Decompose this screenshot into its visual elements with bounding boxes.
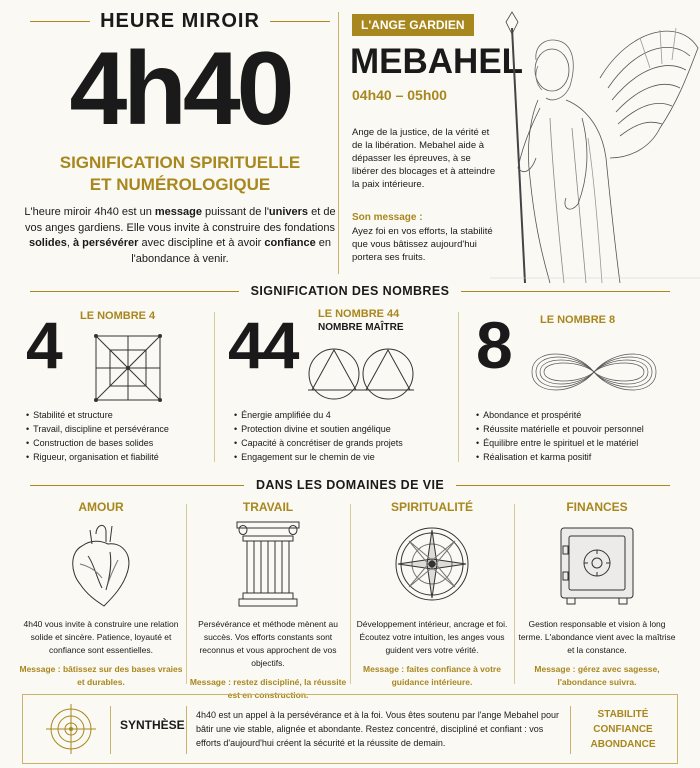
domain-title: FINANCES bbox=[566, 500, 628, 514]
angel-message: Ayez foi en vos efforts, la stabilité que vous bâtissez aujourd'hui portera ses fruits. bbox=[352, 226, 493, 263]
section-header-domains bbox=[30, 478, 670, 492]
compass-icon bbox=[392, 520, 472, 608]
domain-text: Gestion responsable et vision à long terme. L'abondance vient avec la maîtrise et la constance. bbox=[518, 619, 676, 655]
list-item: • Rigueur, organisation et fiabilité bbox=[26, 450, 216, 464]
domain-title: AMOUR bbox=[78, 500, 124, 514]
domain-card-finances bbox=[516, 500, 678, 690]
domain-message: Message : gérez avec sagesse, l'abondance suivra. bbox=[534, 664, 660, 687]
column-divider bbox=[350, 504, 351, 684]
divider bbox=[270, 21, 330, 22]
domain-card-spiritualite bbox=[352, 500, 512, 690]
angel-hours: 04h40 – 05h00 bbox=[352, 87, 447, 103]
divider bbox=[30, 485, 244, 486]
domain-card-travail bbox=[188, 500, 348, 700]
list-item: • Engagement sur le chemin de vie bbox=[234, 450, 454, 464]
angel-tag: L'ANGE GARDIEN bbox=[352, 14, 474, 36]
synthesis-tag: CONFIANCE bbox=[593, 724, 653, 735]
synthesis-tag: ABONDANCE bbox=[590, 739, 656, 750]
intro-bold: à persévérer bbox=[72, 237, 139, 249]
intro-bold: univers bbox=[268, 206, 309, 218]
domain-message: Message : bâtissez sur des bases vraies et durables. bbox=[19, 664, 183, 687]
domain-text: Développement intérieur, ancrage et foi. Écoutez votre intuition, les anges vous guident vers votre vérité. bbox=[356, 619, 508, 655]
number-bullets bbox=[234, 408, 454, 464]
triangles-circles-icon bbox=[306, 342, 416, 404]
column-divider bbox=[214, 312, 215, 462]
number-digit: 4 bbox=[26, 308, 61, 382]
intro-bold: confiance bbox=[264, 237, 316, 249]
synthesis-tags bbox=[578, 707, 668, 752]
domain-message: Message : restez discipliné, la réussite est en construction. bbox=[189, 677, 347, 700]
intro-bold: solides bbox=[28, 237, 67, 249]
subtitle-line: ET NUMÉROLOGIQUE bbox=[89, 175, 271, 194]
subtitle bbox=[30, 152, 330, 196]
intro-part: et de vos anges gardiens. Elle vous invite à construire des fondations bbox=[24, 206, 336, 234]
number-bullets bbox=[26, 408, 216, 464]
synthesis-text: 4h40 est un appel à la persévérance et à la foi. Vous êtes soutenu par l'ange Mebahel pour bâtir une vie stable, alignée et abondante. Restez concentré, discipliné et confiant : vos efforts d'aujourd'hui créent la sécurité et la réussite de demain. bbox=[196, 710, 559, 748]
synthesis-tag: STABILITÉ bbox=[597, 709, 649, 720]
synthesis-title: SYNTHÈSE bbox=[120, 718, 185, 732]
domain-title: TRAVAIL bbox=[242, 500, 294, 514]
subtitle-line: SIGNIFICATION SPIRITUELLE bbox=[59, 153, 301, 172]
synthesis-divider bbox=[186, 706, 187, 754]
number-card-8 bbox=[472, 308, 678, 478]
domain-message: Message : faites confiance à votre guidance intérieure. bbox=[363, 664, 501, 687]
intro-part: en l'abondance à venir. bbox=[131, 237, 332, 265]
number-label: LE NOMBRE 4 bbox=[80, 310, 156, 322]
synthesis-divider bbox=[570, 706, 571, 754]
domain-text: 4h40 vous invite à construire une relation solide et sincère. Patience, loyauté et confiance sont essentielles. bbox=[23, 619, 179, 655]
domain-text: Persévérance et méthode mènent au succès. Vos efforts constants sont reconnus et vous approchent de vos objectifs. bbox=[198, 619, 338, 668]
angel-illustration bbox=[490, 8, 700, 288]
number-label: LE NOMBRE 44 bbox=[318, 308, 400, 320]
infinity-icon bbox=[524, 344, 664, 400]
intro-part: puissant de l' bbox=[202, 206, 269, 218]
angel-description: Ange de la justice, de la vérité et de la libération. Mebahel aide à dépasser les épreuves, à se libérer des blocages et à atteindre la paix intérieure. bbox=[352, 127, 496, 190]
number-bullets bbox=[476, 408, 682, 464]
list-item: • Réalisation et karma positif bbox=[476, 450, 682, 464]
list-item: • Abondance et prospérité bbox=[476, 408, 682, 422]
grid-square-icon bbox=[88, 330, 168, 406]
page-title: 4h40 bbox=[69, 31, 291, 147]
number-label: LE NOMBRE 8 bbox=[540, 314, 616, 326]
heart-icon bbox=[66, 520, 136, 608]
intro-part: , bbox=[66, 237, 73, 249]
angel-name: MEBAHEL bbox=[350, 42, 524, 81]
column-divider bbox=[458, 312, 459, 462]
list-item: • Énergie amplifiée du 4 bbox=[234, 408, 454, 422]
number-card-4 bbox=[22, 308, 212, 478]
safe-icon bbox=[555, 520, 639, 608]
list-item: • Stabilité et structure bbox=[26, 408, 216, 422]
divider bbox=[30, 291, 239, 292]
list-item: • Protection divine et soutien angélique bbox=[234, 422, 454, 436]
domain-card-amour bbox=[18, 500, 184, 690]
column-divider bbox=[514, 504, 515, 684]
list-item: • Capacité à concrétiser de grands projets bbox=[234, 436, 454, 450]
list-item: • Construction de bases solides bbox=[26, 436, 216, 450]
intro-bold: message bbox=[154, 206, 202, 218]
section-title: DANS LES DOMAINES DE VIE bbox=[255, 478, 445, 492]
number-card-44 bbox=[228, 308, 454, 478]
number-sublabel: NOMBRE MAÎTRE bbox=[318, 322, 404, 333]
number-digit: 44 bbox=[228, 308, 298, 382]
vertical-divider bbox=[338, 12, 339, 274]
list-item: • Travail, discipline et persévérance bbox=[26, 422, 216, 436]
column-divider bbox=[186, 504, 187, 684]
column-icon bbox=[233, 520, 303, 608]
target-icon bbox=[44, 702, 98, 756]
intro-text bbox=[22, 205, 338, 267]
number-digit: 8 bbox=[476, 308, 511, 382]
section-header-numbers bbox=[30, 284, 670, 298]
synthesis-divider bbox=[110, 706, 111, 754]
kicker: HEURE MIROIR bbox=[100, 10, 260, 32]
intro-part: avec discipline et à avoir bbox=[138, 237, 265, 249]
list-item: • Équilibre entre le spirituel et le matériel bbox=[476, 436, 682, 450]
divider bbox=[456, 485, 670, 486]
divider bbox=[461, 291, 670, 292]
list-item: • Réussite matérielle et pouvoir personnel bbox=[476, 422, 682, 436]
divider bbox=[30, 21, 90, 22]
angel-message-label: Son message : bbox=[352, 212, 423, 223]
intro-part: L'heure miroir 4h40 est un bbox=[24, 206, 155, 218]
domain-title: SPIRITUALITÉ bbox=[390, 500, 473, 514]
section-title: SIGNIFICATION DES NOMBRES bbox=[250, 284, 450, 298]
